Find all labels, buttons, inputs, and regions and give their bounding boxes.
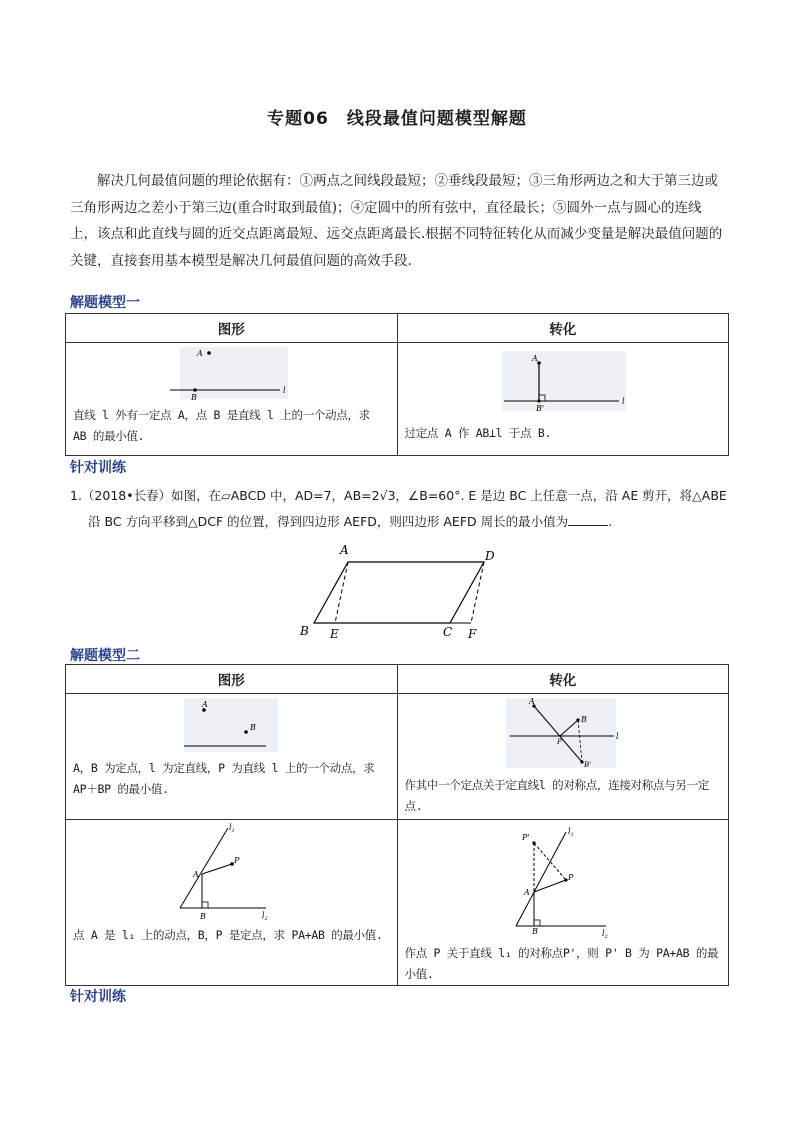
label-B: B [531,927,538,936]
model2-row2-transform-cell [397,820,729,986]
svg-text:l1: $l_1$ [229,823,235,834]
model2-row1-figure-caption: A，B 为定点，l 为定直线，P 为直线 l 上的一个动点，求 AP＋BP 的最小值. [73,761,375,796]
model2-row2-figure-diagram [174,822,284,928]
training2-heading: 针对训练 [70,989,126,1005]
model1-transform-cell [397,343,729,456]
training1-heading: 针对训练 [70,460,126,476]
model1-heading: 解题模型一 [70,295,140,311]
label-A: A [197,349,203,358]
label-l: l [283,386,286,395]
model2-col-figure: 图形 [66,665,398,694]
label-l1: l [567,827,571,836]
label-A: A [193,870,199,879]
label-B: B [580,715,587,724]
label-A: A [523,888,530,897]
label-P: P [234,856,240,865]
model2-col-transform: 转化 [397,665,729,694]
label-A: A [531,354,538,363]
model2-row2-figure-caption: 点 A 是 l₁ 上的动点，B，P 是定点，求 PA+AB 的最小值. [73,928,383,942]
model2-row2-transform-caption: 作点 P 关于直线 l₁ 的对称点P'，则 P' B 为 PA+AB 的最小值. [404,946,719,981]
model2-row1-figure-diagram [174,696,294,756]
model2-row2-transform-diagram [506,822,626,940]
svg-text:l2: $l_2$ [601,929,608,940]
label-Pp: P' [521,833,530,842]
label-C: C [443,625,453,639]
label-D: D [485,549,495,563]
model1-transform-diagram [494,349,634,419]
parallelogram-diagram [292,538,512,648]
label-l1: l [229,823,232,832]
model1-figure-cell [66,343,398,456]
label-B: B [191,393,197,402]
label-F: F [468,627,477,641]
label-l2: l [262,911,265,920]
label-B: B [300,624,309,638]
page-title: 专题06 线段最值问题模型解题 [267,109,527,129]
model2-row1-transform-cell [397,694,729,820]
model1-transform-caption: 过定点 A 作 AB⊥l 于点 B. [404,426,552,440]
model2-row2-figure-cell [66,820,398,986]
model2-row1-transform-diagram [502,696,652,776]
label-B: B [250,723,256,732]
model2-table [65,664,729,986]
label-Bp: B' [535,404,544,413]
label-A: A [528,697,535,706]
model1-col-transform: 转化 [397,314,729,343]
label-E: E [330,627,339,641]
label-A: A [202,700,208,709]
label-Bp: B' [583,761,591,769]
problem-line-2 [70,509,730,535]
model1-col-figure: 图形 [66,314,398,343]
model2-heading: 解题模型二 [70,648,140,664]
model2-row1-transform-caption: 作其中一个定点关于定直线l 的对称点，连接对称点与另一定点. [404,778,709,813]
answer-blank [568,511,608,526]
label-B: B [200,912,206,921]
training1-problem [70,483,730,535]
model1-figure-caption: 直线 l 外有一定点 A，点 B 是直线 l 上的一个动点，求 AB 的最小值. [73,408,370,443]
model1-table [65,313,729,456]
label-l: l [621,397,625,406]
problem-line-2-end: . [608,514,613,529]
label-P: P [556,738,562,746]
label-l: l [615,732,619,741]
problem-line-1: 1.（2018•长春）如图，在▱ABCD 中，AD=7，AB=2√3，∠B=60°. E 是边 BC 上任意一点，沿 AE 剪开，将△ABE [70,488,727,503]
label-A: A [340,543,349,557]
model1-figure-diagram [170,343,300,403]
model2-row1-figure-cell [66,694,398,820]
problem-line-2-text: 沿 BC 方向平移到△DCF 的位置，得到四边形 AEFD，则四边形 AEFD 周长的最小值为 [88,514,569,529]
label-l2: l [601,929,605,938]
intro-paragraph: 解决几何最值问题的理论依据有：①两点之间线段最短；②垂线段最短；③三角形两边之和大于第三边或三角形两边之差小于第三边(重合时取到最值)；④定圆中的所有弦中，直径最长；⑤圆外一点与圆心的连线上，该点和此直线与圆的近交点距离最短、远交点距离最长.根据不同特征转化从而减少变量是解决最值问题的关键，直接套用基本模型是解决几何最值问题的高效手段. [70,173,723,269]
svg-text:l2: $l_2$ [262,911,268,922]
label-P: P [567,873,573,882]
svg-text:l1: $l_1$ [567,827,574,838]
